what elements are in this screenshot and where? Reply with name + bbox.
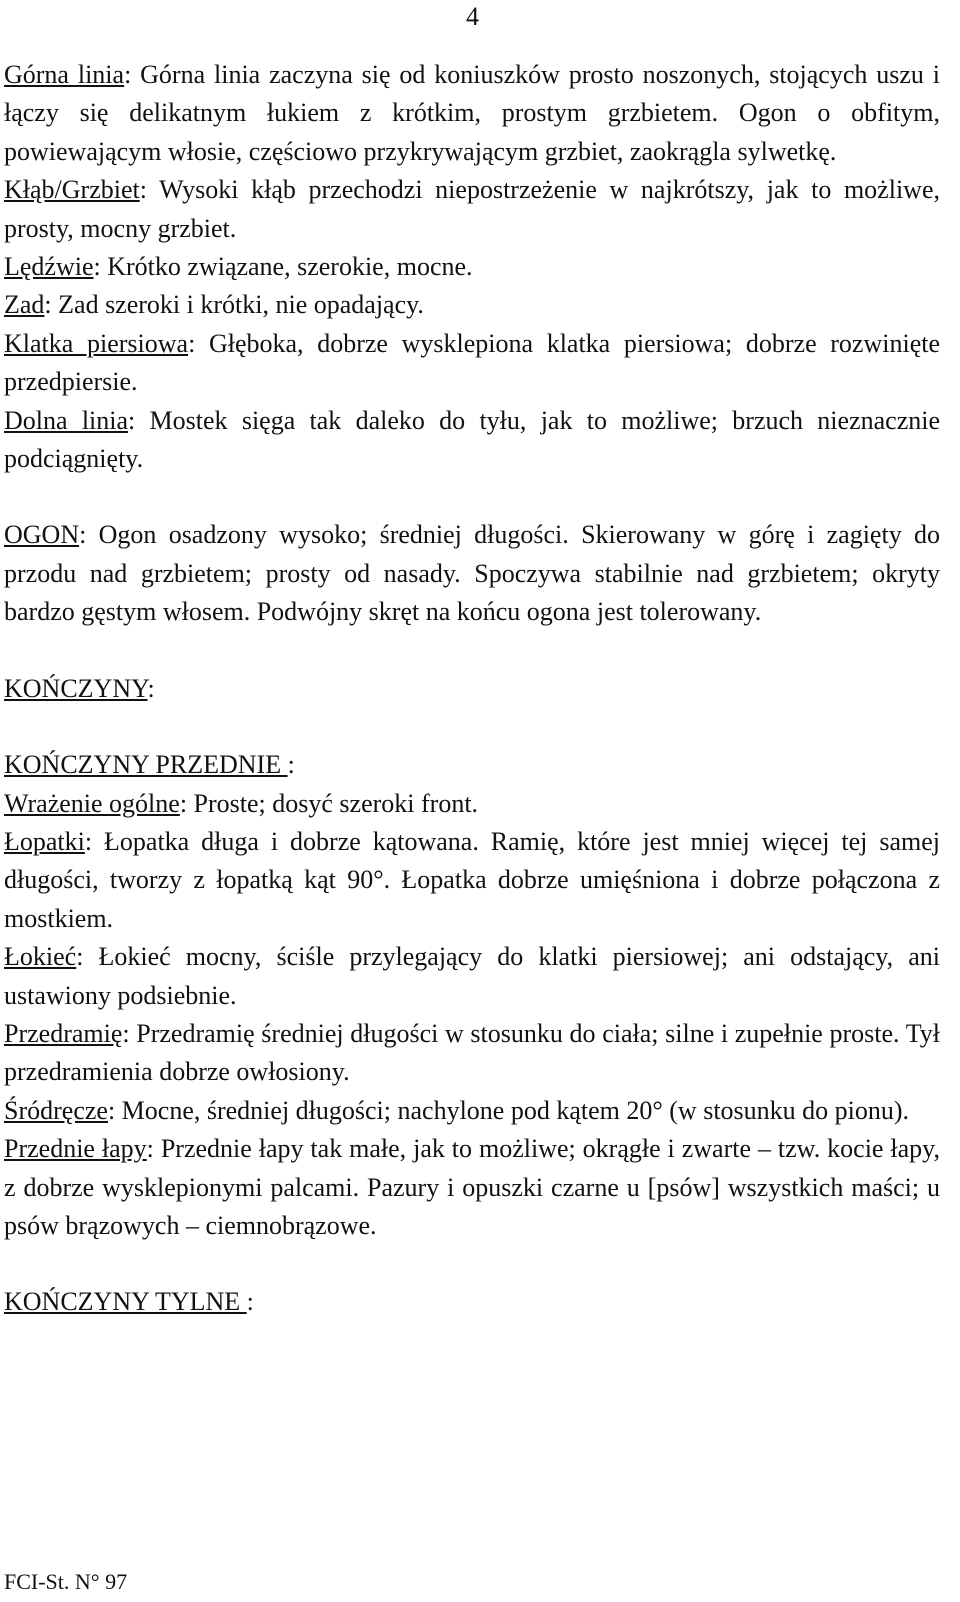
- text-klab: : Wysoki kłąb przechodzi niepostrzeżenie w najkrótszy, jak to możliwe, prosty, mocny grzbiet.: [4, 175, 940, 243]
- text-konczyny-tylne: :: [246, 1287, 254, 1317]
- term-konczyny-przednie: KOŃCZYNY PRZEDNIE: [4, 750, 288, 780]
- term-klatka: Klatka piersiowa: [4, 328, 189, 358]
- text-zad: : Zad szeroki i krótki, nie opadający.: [44, 290, 424, 320]
- paragraph-przedramie: [4, 1015, 940, 1092]
- page-footer: FCI-St. N° 97: [4, 1569, 128, 1594]
- paragraph-lopatki: [4, 823, 940, 938]
- subsection-heading-konczyny-tylne: [4, 1283, 940, 1321]
- paragraph-klatka: [4, 325, 940, 402]
- spacer: [4, 708, 940, 746]
- text-klatka: : Głęboka, dobrze wysklepiona klatka piersiowa; dobrze rozwinięte przedpiersie.: [4, 328, 940, 397]
- term-konczyny-tylne: KOŃCZYNY TYLNE: [4, 1287, 247, 1317]
- text-ledzwie: : Krótko związane, szerokie, mocne.: [93, 252, 473, 282]
- text-konczyny-przednie: :: [287, 750, 295, 780]
- term-ogon: OGON: [4, 520, 80, 550]
- term-klab: Kłąb/Grzbiet: [4, 175, 140, 205]
- paragraph-ledzwie: [4, 248, 940, 286]
- paragraph-srodrecze: [4, 1092, 940, 1130]
- term-przednie-lapy: Przednie łapy: [4, 1134, 147, 1164]
- text-przednie-lapy: : Przednie łapy tak małe, jak to możliwe; okrągłe i zwarte – tzw. kocie łapy, z dobrze wysklepionymi palcami. Pazury i opuszki czarne u [psów] wszystkich maści; u psów brązowych – ciemnobrązowe.: [4, 1134, 940, 1240]
- spacer: [4, 1245, 940, 1283]
- text-wrazenie: : Proste; dosyć szeroki front.: [179, 788, 479, 818]
- paragraph-dolna-linia: [4, 402, 940, 479]
- text-lopatki: : Łopatka długa i dobrze kątowana. Ramię, które jest mniej więcej tej samej długości, tworzy z łopatką kąt 90°. Łopatka dobrze umięśniona i dobrze połączona z mostkiem.: [4, 826, 940, 933]
- text-dolna-linia: : Mostek sięga tak daleko do tyłu, jak to możliwe; brzuch nieznacznie podciągnięty.: [4, 405, 940, 474]
- paragraph-zad: [4, 286, 940, 324]
- text-gorna-linia: : Górna linia zaczyna się od koniuszków prosto noszonych, stojących uszu i łączy się delikatnym łukiem z krótkim, prostym grzbietem. Ogon o obfitym, powiewającym włosie, częściowo przykrywającym grzbiet, zaokrągla sylwetkę.: [4, 60, 941, 166]
- text-ogon: : Ogon osadzony wysoko; średniej długości. Skierowany w górę i zagięty do przodu nad grzbietem; prosty od nasady. Spoczywa stabilnie nad grzbietem; okryty bardzo gęstym włosem. Podwójny skręt na końcu ogona jest tolerowany.: [4, 520, 940, 627]
- section-heading-konczyny: [4, 670, 940, 708]
- text-lokiec: : Łokieć mocny, ściśle przylegający do klatki piersiowej; ani odstający, ani ustawiony podsiebnie.: [4, 942, 940, 1010]
- term-lopatki: Łopatki: [4, 826, 85, 856]
- term-konczyny: KOŃCZYNY: [4, 673, 148, 703]
- term-srodrecze: Śródręcze: [4, 1095, 108, 1125]
- paragraph-klab: [4, 171, 940, 248]
- paragraph-ogon: [4, 516, 940, 631]
- subsection-heading-konczyny-przednie: [4, 746, 940, 784]
- spacer: [4, 632, 940, 670]
- term-zad: Zad: [4, 290, 45, 320]
- paragraph-lokiec: [4, 938, 940, 1015]
- text-srodrecze: : Mocne, średniej długości; nachylone pod kątem 20° (w stosunku do pionu).: [107, 1095, 910, 1125]
- paragraph-wrazenie: [4, 785, 940, 823]
- spacer: [4, 478, 940, 516]
- term-dolna-linia: Dolna linia: [4, 405, 129, 435]
- paragraph-przednie-lapy: [4, 1130, 940, 1245]
- page-number: 4: [466, 2, 479, 31]
- term-gorna-linia: Górna linia: [4, 60, 125, 89]
- text-przedramie: : Przedramię średniej długości w stosunku do ciała; silne i zupełnie proste. Tył przedramienia dobrze owłosiony.: [4, 1018, 940, 1087]
- term-przedramie: Przedramię: [4, 1018, 123, 1048]
- term-wrazenie: Wrażenie ogólne: [4, 788, 180, 818]
- text-konczyny: :: [147, 673, 155, 703]
- document-body: [4, 56, 940, 1322]
- term-lokiec: Łokieć: [4, 942, 77, 972]
- paragraph-gorna-linia: [4, 56, 940, 171]
- term-ledzwie: Lędźwie: [4, 252, 94, 282]
